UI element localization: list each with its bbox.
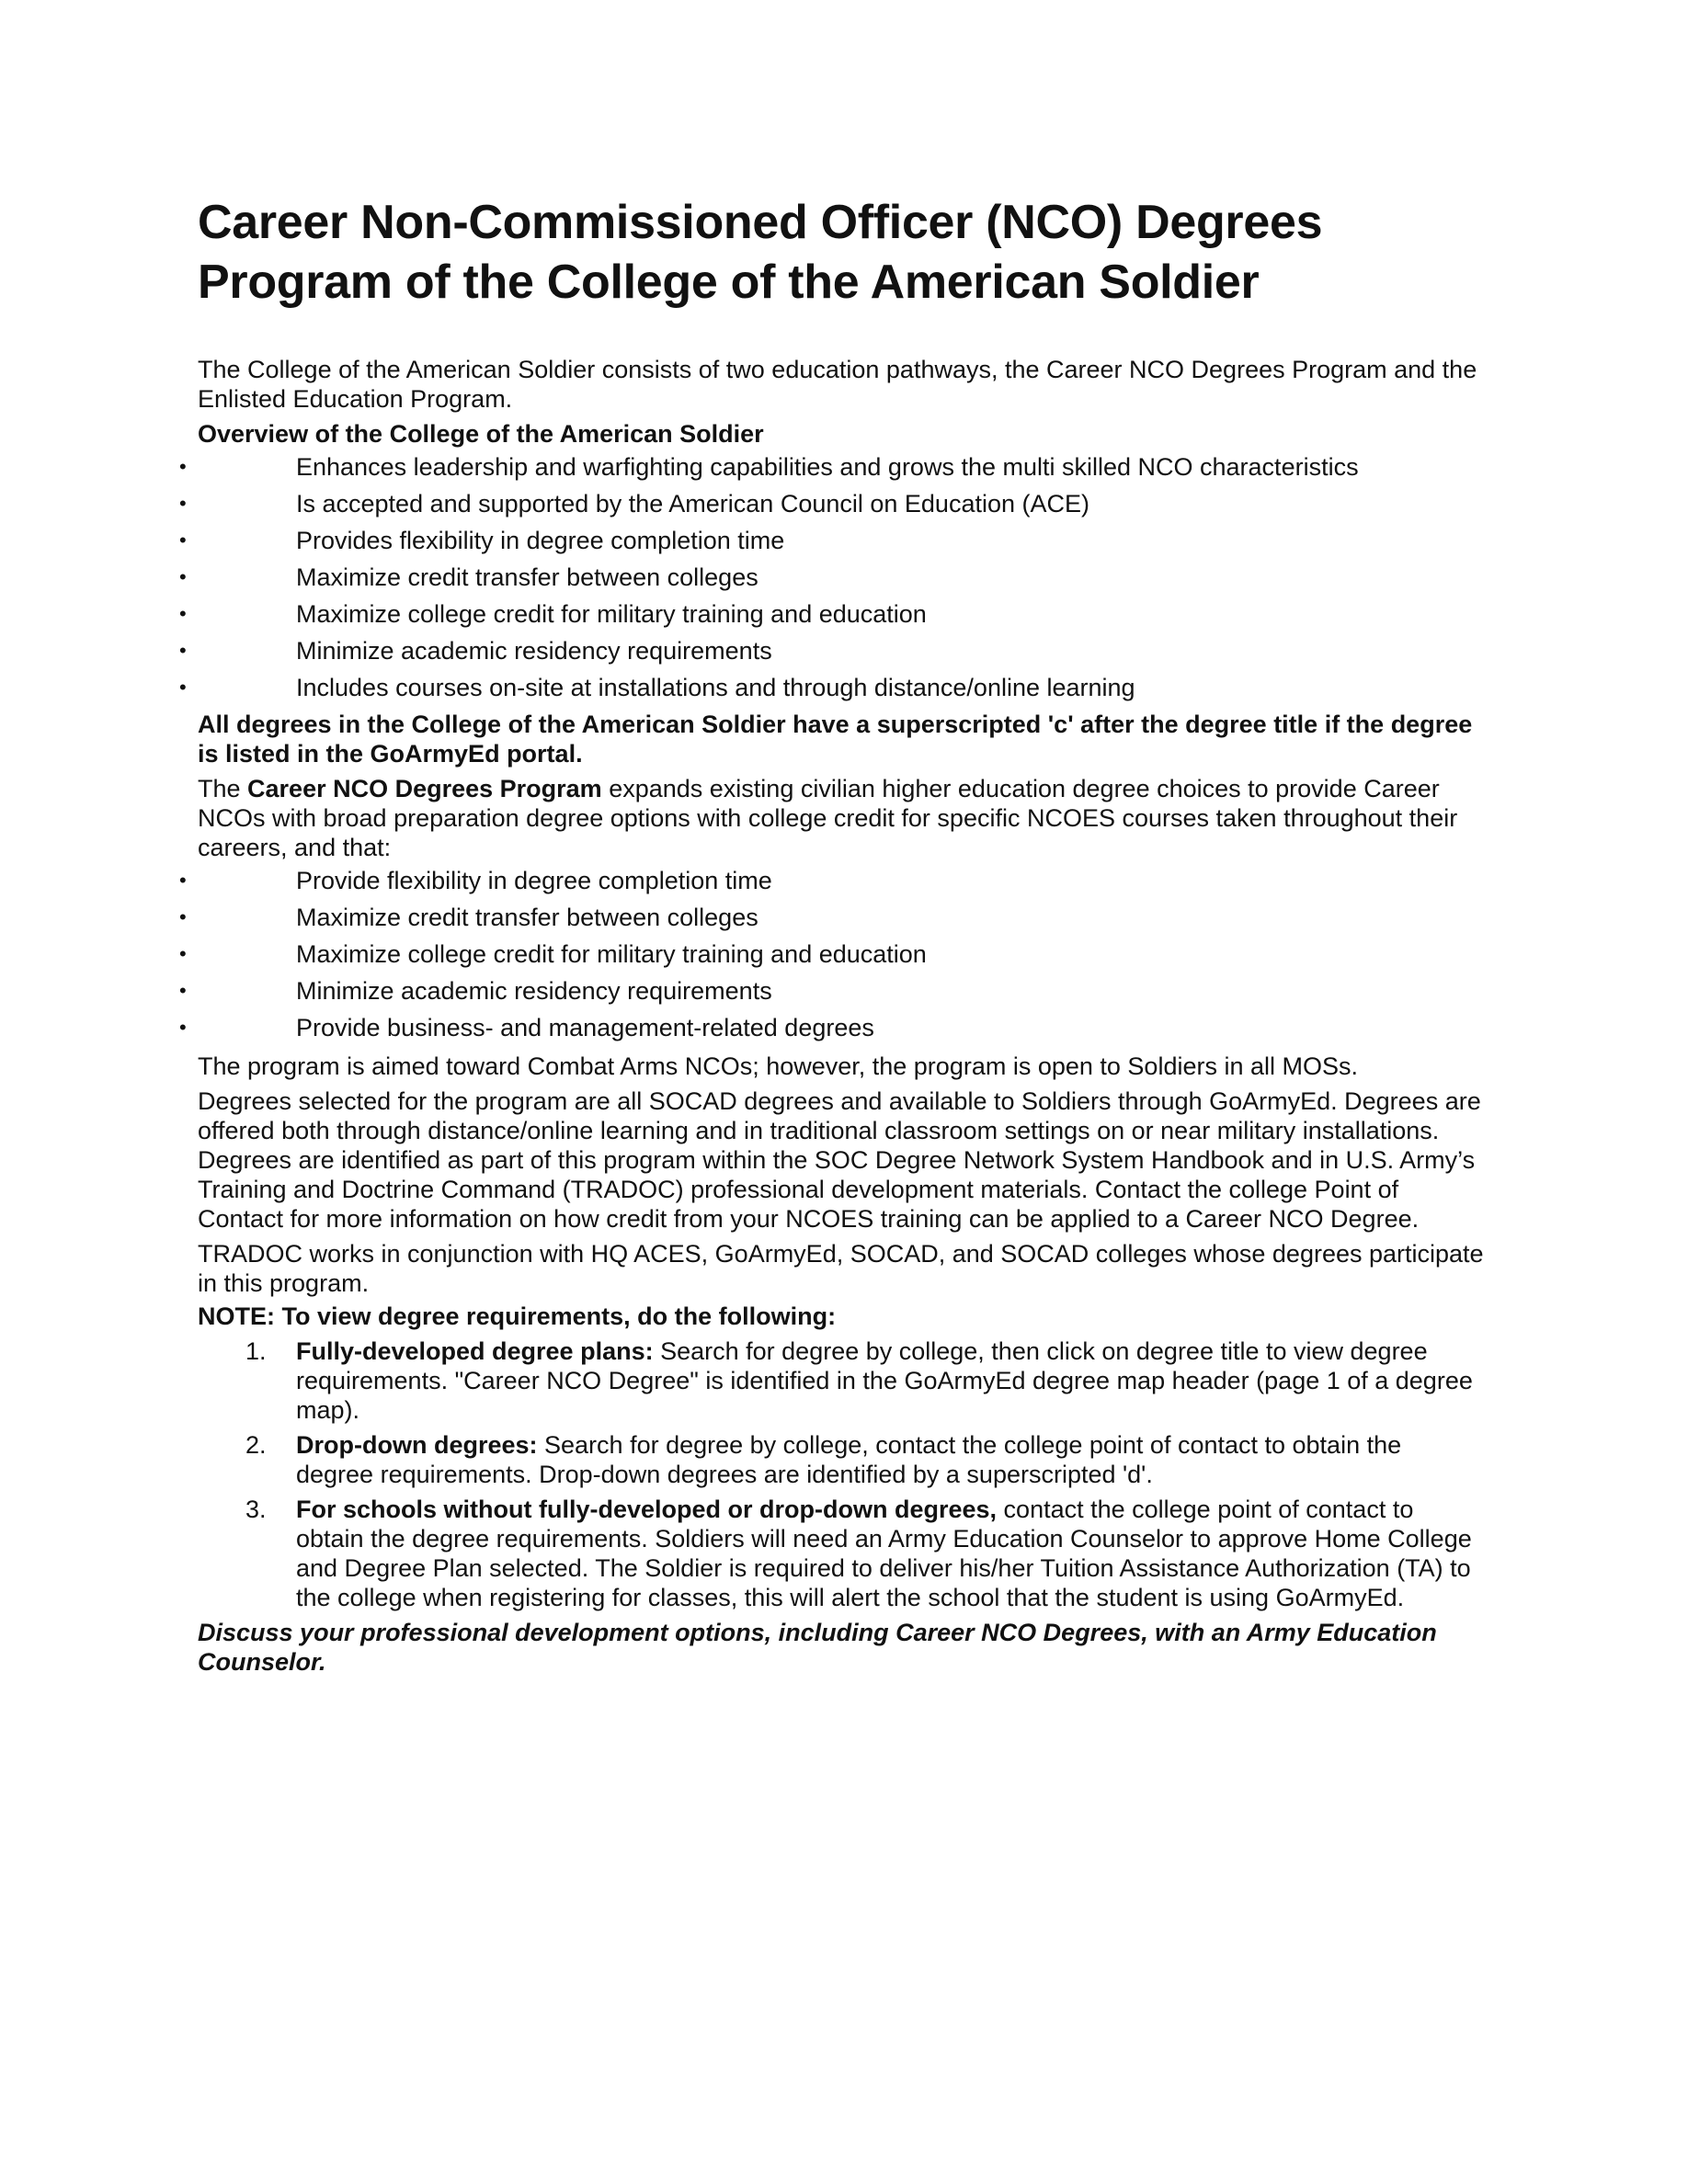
list-item: • Minimize academic residency requirements (198, 973, 1485, 1009)
bullet-icon: • (179, 565, 187, 588)
bullet-icon: • (179, 905, 187, 928)
list-item: 2. Drop-down degrees: Search for degree by college, contact the college point of contact to obtain the degree requirements. Drop-down degrees are identified by a superscripted 'd'. (245, 1431, 1402, 1488)
list-item: • Maximize college credit for military training and education (198, 936, 1485, 973)
document-page (179, 193, 1485, 1677)
list-item: 1. Fully-developed degree plans: Search for degree by college, then click on degree title to view degree requirements. "Career NCO Degree" is identified in the GoArmyEd degree map header (page 1 of a degree map). (245, 1337, 1473, 1424)
list-item: 3. For schools without fully-developed or drop-down degrees, contact the college point of contact to obtain the degree requirements. Soldiers will need an Army Education Counselor to approve Home College and Degree Plan selected. The Soldier is required to deliver his/her Tuition Assistance Authorization (TA) to the college when registering for classes, this will alert the school that the student is using GoArmyEd. (245, 1496, 1472, 1611)
bullet-icon: • (179, 942, 187, 965)
list-item: • Minimize academic residency requirements (198, 632, 1485, 669)
degrees-paragraph: Degrees selected for the program are all SOCAD degrees and available to Soldiers through GoArmyEd. Degrees are offered both through distance/online learning and in traditional classroom settings on or near military installations. Degrees are identified as part of this program within the SOC Degree Network System Handbook and in U.S. Army’s Training and Doctrine Command (TRADOC) professional development materials. Contact the college Point of Contact for more information on how credit from your NCOES training can be applied to a Career NCO Degree. (198, 1087, 1481, 1233)
list-item: • Provides flexibility in degree completion time (198, 522, 1485, 559)
list-item: • Maximize credit transfer between colleges (198, 899, 1485, 936)
list-item: • Maximize credit transfer between colleges (198, 559, 1485, 596)
list-item: • Includes courses on-site at installations and through distance/online learning (198, 669, 1485, 706)
steps-list (198, 1337, 1485, 1612)
intro-paragraph: The College of the American Soldier consists of two education pathways, the Career NCO Degrees Program and the Enlisted Education Program. (198, 356, 1477, 413)
document-title: Career Non-Commissioned Officer (NCO) Degrees Program of the College of the American Soldier (198, 196, 1323, 309)
overview-list (179, 449, 1485, 706)
bullet-icon: • (179, 869, 187, 892)
list-item: • Enhances leadership and warfighting capabilities and grows the multi skilled NCO characteristics (198, 449, 1485, 485)
list-item: • Is accepted and supported by the American Council on Education (ACE) (198, 485, 1485, 522)
aimed-paragraph: The program is aimed toward Combat Arms NCOs; however, the program is open to Soldiers in all MOSs. (198, 1052, 1358, 1080)
note-heading: NOTE: To view degree requirements, do the following: (198, 1302, 837, 1330)
bullet-icon: • (179, 492, 187, 515)
tradoc-paragraph: TRADOC works in conjunction with HQ ACES, GoArmyEd, SOCAD, and SOCAD colleges whose degrees participate in this program. (198, 1240, 1484, 1297)
bullet-icon: • (179, 1016, 187, 1039)
program-paragraph: The Career NCO Degrees Program expands existing civilian higher education degree choices to provide Career NCOs with broad preparation degree options with college credit for specific NCOES courses taken throughout their careers, and that: (198, 775, 1458, 861)
bullet-icon: • (179, 602, 187, 625)
list-item: • Maximize college credit for military training and education (198, 596, 1485, 632)
bullet-icon: • (179, 639, 187, 662)
program-list (179, 862, 1485, 1046)
overview-heading: Overview of the College of the American Soldier (198, 420, 764, 448)
list-item: • Provide flexibility in degree completion time (198, 862, 1485, 899)
closing-note: Discuss your professional development options, including Career NCO Degrees, with an Army Education Counselor. (198, 1619, 1437, 1676)
list-item: • Provide business- and management-related degrees (198, 1009, 1485, 1046)
bullet-icon: • (179, 529, 187, 552)
bullet-icon: • (179, 979, 187, 1002)
bullet-icon: • (179, 455, 187, 478)
bullet-icon: • (179, 676, 187, 699)
superscript-note: All degrees in the College of the American Soldier have a superscripted 'c' after the degree title if the degree is listed in the GoArmyEd portal. (198, 711, 1473, 768)
